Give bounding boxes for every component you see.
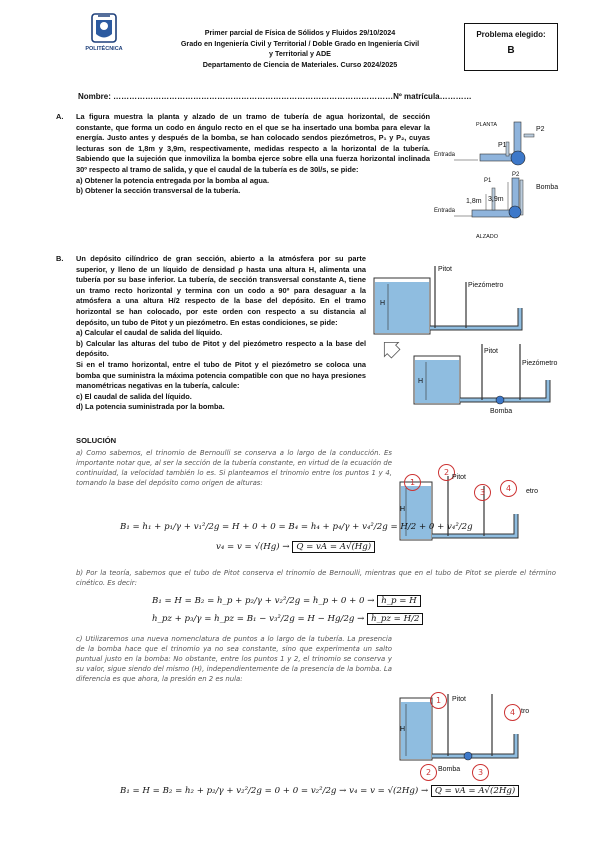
piezometro-label-1: Piezómetro bbox=[468, 282, 504, 289]
point-3-marker-c: 3 bbox=[472, 764, 489, 781]
equation-3 bbox=[152, 596, 421, 606]
p2-label: P2 bbox=[536, 126, 545, 133]
equation-3-left: B₁ = H = B₂ = h_p + p₂/γ + v₂²/2g = h_p + 0 + 0 → bbox=[152, 596, 375, 606]
point-4-marker: 4 bbox=[500, 480, 517, 497]
problem-b-statement bbox=[76, 254, 366, 413]
problem-b-question-c: c) El caudal de salida del líquido. bbox=[76, 391, 192, 401]
problem-a-text: La figura muestra la planta y alzado de un tramo de tubería de agua horizontal, de sección constante, que forma un codo en ángulo recto en el que se ha insertado una bomba para elevar la energía. Justo antes y después de la bomba, se han colocado sendos piezómetros, P₁ y P₂, cuyas lecturas son de 1,8m y 3,9m, respectivamente, medidas respecto a la horizontal de la tubería. Sabiendo que la sujeción que inmoviliza la bomba ejerce sobre ella una fuerza horizontal inclinada 30º respecto al tramo de salida, y que el caudal de la tubería es de 30l/s, se pide: bbox=[76, 112, 430, 174]
problem-a-question-b: b) Obtener la sección transversal de la tubería. bbox=[76, 186, 241, 196]
point-2-marker: 2 bbox=[438, 464, 455, 481]
bomba-label: Bomba bbox=[536, 184, 559, 191]
p2-alzado-label: P2 bbox=[512, 172, 520, 178]
solution-c-text: c) Utilizaremos una nueva nomenclatura de puntos a lo largo de la tubería. La presencia de la bomba hace que el trinomio ya no sea constante, sino que experimenta un salto puntual justo en la bomba: No obstante, entre los puntos 1 y 2, el trinomio se conserva y su valor, sigue siendo del mismo (H), independientemente de la presencia de la bomba. La diferencia es que ahora, la presión en 2 es nula: bbox=[76, 635, 392, 683]
problem-b-question-b: b) Calcular las alturas del tubo de Pitot y del piezómetro respecto a la base del depósito. bbox=[76, 338, 366, 359]
equation-5-result: Q = vA = A√(2Hg) bbox=[431, 785, 519, 797]
solution-fig2-pitot-label: Pitot bbox=[452, 696, 467, 703]
solution-b-text: b) Por la teoría, sabemos que el tubo de Pitot conserva el trinomio de Bernoulli, mientras que en el tubo de Pitot se pierde el término cinético. Es decir: bbox=[76, 569, 556, 587]
problem-b-figure bbox=[370, 256, 592, 426]
point-4-marker-c: 4 bbox=[504, 704, 521, 721]
pitot-label-1: Pitot bbox=[438, 266, 453, 273]
entrada-label-bottom: Entrada bbox=[434, 208, 456, 214]
entrada-label-top: Entrada bbox=[434, 152, 456, 158]
piezometro-label-2: Piezómetro bbox=[522, 360, 558, 367]
problem-b-letter: B. bbox=[56, 254, 64, 263]
equation-4 bbox=[152, 614, 423, 624]
problem-a-question-a: a) Obtener la potencia entregada por la bomba al agua. bbox=[76, 175, 270, 185]
problem-b-text: Un depósito cilíndrico de gran sección, abierto a la atmósfera por su parte superior, y lleno de un líquido de densidad ρ hasta una altura H, alimenta una tubería por su base inferior. La tubería, de sección transversal constante A, tiene un tramo recto horizontal y termina con un codo a 90º para desaguar a la atmósfera a una altura H/2 respecto de la base del depósito. En el tramo horizontal se han colocado, por este orden con respecto a su distancia al depósito, un tubo de Pitot y un piezómetro. En estas condiciones, se pide: bbox=[76, 254, 366, 327]
planta-label: PLANTA bbox=[476, 122, 497, 128]
problem-b-text-2: Si en el tramo horizontal, entre el tubo de Pitot y el piezómetro se coloca una bomba que suministra la máxima potencia compatible con que no haya presiones manométricas negativas en la tubería, calcule: bbox=[76, 359, 366, 391]
solution-figure-1 bbox=[396, 464, 546, 554]
height-2-label: 3,9m bbox=[488, 196, 504, 203]
solution-a-text: a) Como sabemos, el trinomio de Bernoulli se conserva a lo largo de la conducción. Es importante notar que, al ser la sección de la tubería constante, en virtud de la ecuación de continuidad, la velocidad también lo es. Si planteamos el trinomio entre los puntos 1 y 4, tomando la base del depósito como origen de alturas: bbox=[76, 449, 392, 487]
equation-2 bbox=[216, 542, 375, 552]
alzado-label: ALZADO bbox=[476, 234, 499, 240]
header-line-2: Grado en Ingeniería Civil y Territorial / Doble Grado en Ingeniería Civil bbox=[180, 38, 420, 48]
problem-a-statement bbox=[76, 112, 430, 197]
equation-4-result: h_pz = H/2 bbox=[367, 613, 423, 625]
tank-1-height-label: H bbox=[380, 300, 386, 307]
solution-fig1-piezo-label: etro bbox=[526, 488, 539, 495]
point-1-marker-c: 1 bbox=[430, 692, 447, 709]
equation-4-left: h_pz + p₃/γ = h_pz = B₁ − v₃²/2g = H − Hg/2g → bbox=[152, 614, 365, 624]
p1-label: P1 bbox=[498, 142, 507, 149]
equation-3-result: h_p = H bbox=[377, 595, 421, 607]
equation-2-left: v₄ = v = √(Hg) → bbox=[216, 542, 290, 552]
name-field[interactable]: Nombre: …………………………………………………………………………………………… bbox=[78, 92, 394, 101]
matricula-field[interactable]: Nº matrícula………… bbox=[393, 92, 472, 101]
p1-alzado-label: P1 bbox=[484, 178, 492, 184]
solution-fig2-bomba-label: Bomba bbox=[438, 766, 461, 773]
point-1-marker: 1 bbox=[404, 474, 421, 491]
crest-icon bbox=[78, 12, 130, 60]
header-line-3: y Territorial y ADE bbox=[269, 49, 331, 58]
solution-tank-2 bbox=[396, 690, 546, 780]
pipe-diagram bbox=[432, 112, 582, 244]
bomba-label-b: Bomba bbox=[490, 408, 513, 415]
header-block bbox=[150, 28, 450, 70]
problem-b-question-d: d) La potencia suministrada por la bomba. bbox=[76, 402, 225, 412]
name-line bbox=[78, 92, 472, 101]
equation-5 bbox=[120, 786, 519, 796]
equation-1: B₁ = h₁ + p₁/γ + v₁²/2g = H + 0 + 0 = B₄ = h₄ + p₄/γ + v₄²/2g = H/2 + 0 + v₄²/2g bbox=[120, 522, 473, 532]
equation-2-result: Q = vA = A√(Hg) bbox=[292, 541, 375, 553]
solution-fig2-piezo-label: tro bbox=[521, 708, 530, 715]
logo-text: POLITÉCNICA bbox=[85, 46, 123, 52]
height-1-label: 1,8m bbox=[466, 198, 482, 205]
point-3-marker: 3 bbox=[474, 484, 491, 501]
pitot-label-2: Pitot bbox=[484, 348, 499, 355]
solution-figure-2 bbox=[396, 690, 546, 780]
header-line-4: Departamento de Ciencia de Materiales. Curso 2024/2025 bbox=[202, 59, 398, 69]
chosen-problem-box bbox=[464, 23, 558, 71]
point-2-marker-c: 2 bbox=[420, 764, 437, 781]
equation-5-left: B₁ = H = B₂ = h₂ + p₂/γ + v₂²/2g = 0 + 0 = v₂²/2g → v₄ = v = √(2Hg) → bbox=[120, 786, 429, 796]
tank-2-height-label: H bbox=[418, 378, 424, 385]
solution-fig1-pitot-label: Pitot bbox=[452, 474, 467, 481]
problem-b-question-a: a) Calcular el caudal de salida del líquido. bbox=[76, 328, 223, 338]
chosen-problem-label: Problema elegido: bbox=[476, 30, 546, 39]
problem-a-figure bbox=[432, 112, 582, 244]
solution-fig1-height-label: H bbox=[400, 506, 406, 513]
solution-fig2-height-label: H bbox=[400, 726, 406, 733]
problem-a-letter: A. bbox=[56, 112, 64, 121]
solution-title: SOLUCIÓN bbox=[76, 436, 117, 445]
header-line-1: Primer parcial de Física de Sólidos y Fluidos 29/10/2024 bbox=[204, 28, 396, 37]
chosen-problem-value: B bbox=[507, 45, 515, 56]
university-logo bbox=[78, 12, 130, 60]
